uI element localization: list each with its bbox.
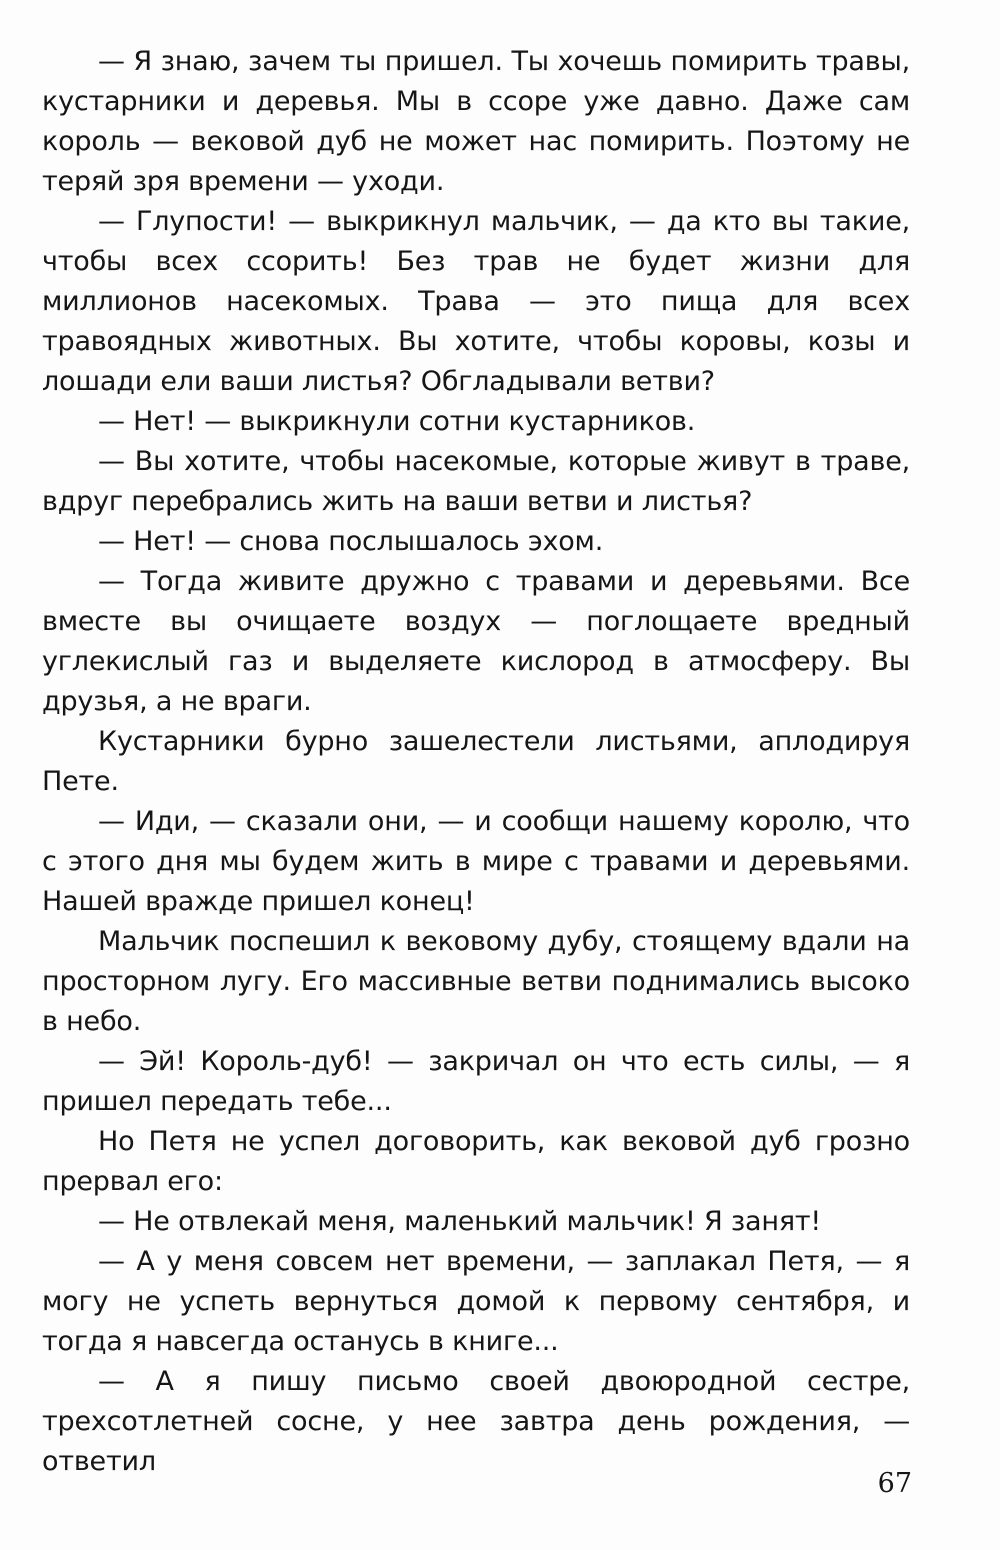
paragraph-1: — Я знаю, зачем ты пришел. Ты хочешь помирить травы, кустарники и деревья. Мы в ссоре уже давно. Даже сам король — вековой дуб не может нас помирить. Поэтому не теряй зря времени — уходи. <box>42 46 910 197</box>
paragraph-9: Мальчик поспешил к вековому дубу, стоящему вдали на просторном лугу. Его массивные ветви поднимались высоко в небо. <box>42 926 910 1037</box>
page-text <box>42 42 910 1482</box>
paragraph-6: — Тогда живите дружно с травами и деревьями. Все вместе вы очищаете воздух — поглощаете вредный углекислый газ и выделяете кислород в атмосферу. Вы друзья, а не враги. <box>42 566 910 717</box>
paragraph-10: — Эй! Король-дуб! — закричал он что есть силы, — я пришел передать тебе... <box>42 1046 910 1117</box>
page-number: 67 <box>877 1468 912 1499</box>
paragraph-13: — А у меня совсем нет времени, — заплакал Петя, — я могу не успеть вернуться домой к первому сентября, и тогда я навсегда останусь в книге... <box>42 1246 910 1357</box>
paragraph-4: — Вы хотите, чтобы насекомые, которые живут в траве, вдруг перебрались жить на ваши ветви и листья? <box>42 446 910 517</box>
paragraph-5: — Нет! — снова послышалось эхом. <box>98 526 604 557</box>
paragraph-8: — Иди, — сказали они, — и сообщи нашему королю, что с этого дня мы будем жить в мире с травами и деревьями. Нашей вражде пришел конец! <box>42 806 910 917</box>
paragraph-3: — Нет! — выкрикнули сотни кустарников. <box>98 406 696 437</box>
paragraph-11: Но Петя не успел договорить, как вековой дуб грозно прервал его: <box>42 1126 910 1197</box>
paragraph-7: Кустарники бурно зашелестели листьями, аплодируя Пете. <box>42 726 910 797</box>
paragraph-14: — А я пишу письмо своей двоюродной сестре, трехсотлетней сосне, у нее завтра день рождения, — ответил <box>42 1366 910 1477</box>
paragraph-12: — Не отвлекай меня, маленький мальчик! Я занят! <box>98 1206 822 1237</box>
paragraph-2: — Глупости! — выкрикнул мальчик, — да кто вы такие, чтобы всех ссорить! Без трав не будет жизни для миллионов насекомых. Трава — это пища для всех травоядных животных. Вы хотите, чтобы коровы, козы и лошади ели ваши листья? Обгладывали ветви? <box>42 206 910 397</box>
